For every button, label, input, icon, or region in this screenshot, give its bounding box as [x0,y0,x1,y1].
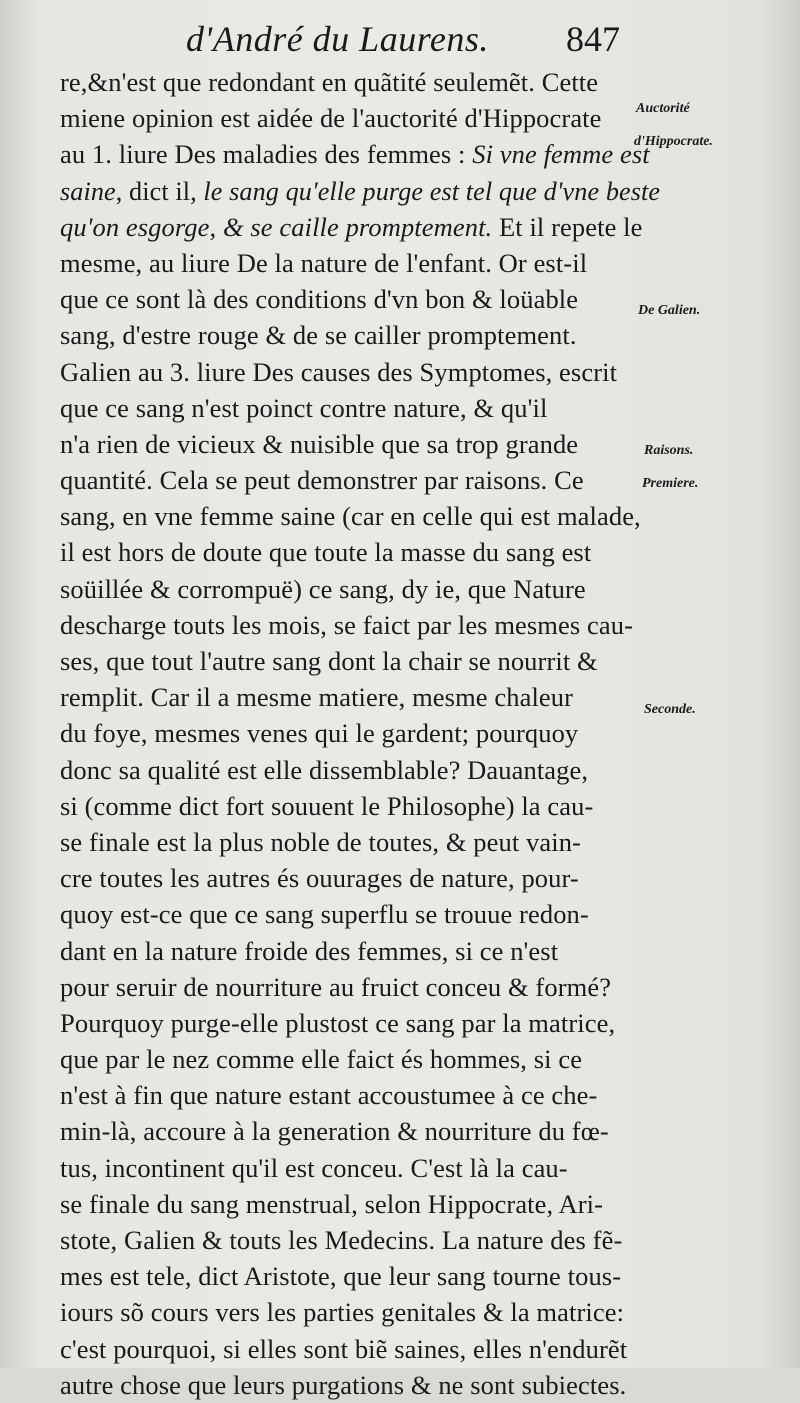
text-line [60,1005,660,1041]
text-line [60,426,660,462]
text-run: sang, d'estre rouge & de se cailler promptement. [60,320,577,351]
text-run: se finale est la plus noble de toutes, & peut vain- [60,826,581,857]
text-run: que ce sont là des conditions d'vn bon & loüable [60,284,579,315]
text-run: sang, en vne femme saine (car en celle qui est malade, [60,501,641,532]
text-line [60,1222,660,1258]
text-run: dant en la nature froide des femmes, si ce n'est [60,935,559,966]
margin-note-galien: De Galien. [638,303,701,318]
text-line [60,317,660,353]
text-line [60,969,660,1005]
text-line [60,462,660,498]
text-run: mes est tele, dict Aristote, que leur sang tourne tous- [60,1261,622,1292]
text-run: quantité. Cela se peut demonstrer par raisons. Ce [60,465,584,496]
page-header [0,18,800,68]
text-run: pour seruir de nourriture au fruict conceu & formé? [60,971,612,1002]
text-run: donc sa qualité est elle dissemblable? Dauantage, [60,754,589,785]
text-line [60,498,660,534]
text-run: il est hors de doute que toute la masse du sang est [60,537,592,568]
text-line [60,209,660,245]
text-line [60,1150,660,1186]
text-line [60,1294,660,1330]
italic-quote: saine [60,175,116,206]
text-line [60,173,661,209]
margin-note-auctorite: Auctorité [636,101,690,116]
text-line [60,390,660,426]
margin-note-premiere: Premiere. [642,476,699,491]
text-run: min-là, accoure à la generation & nourriture du fœ- [60,1116,609,1147]
text-run: Pourquoy purge-elle plustost ce sang par la matrice, [60,1007,616,1038]
text-line [60,1041,660,1077]
text-line [60,824,660,860]
text-line [60,136,660,172]
text-run: descharge touts les mois, se faict par les mesmes cau- [60,609,634,640]
text-line [60,354,660,390]
text-run: se finale du sang menstrual, selon Hippocrate, Ari- [60,1188,604,1219]
text-run: n'a rien de vicieux & nuisible que sa trop grande [60,428,579,459]
text-line [60,1331,660,1367]
text-run: Galien au 3. liure Des causes des Symptomes, escrit [60,356,618,387]
text-line [60,933,660,969]
text-line [60,1367,660,1403]
text-line [60,534,660,570]
text-run: tus, incontinent qu'il est conceu. C'est là la cau- [60,1152,568,1183]
text-line [60,896,660,932]
page-number: 847 [566,19,620,59]
italic-quote: qu'on esgorge, & se caille promptement. [60,211,493,242]
text-run: n'est à fin que nature estant accoustumee à ce che- [60,1080,598,1111]
italic-quote: le sang qu'elle purge est tel que d'vne beste [203,175,661,206]
text-run: ses, que tout l'autre sang dont la chair se nourrit & [60,646,598,676]
text-run: re,&n'est que redondant en quãtité seulemẽt. Cette [60,67,599,97]
text-run: stote, Galien & touts les Medecins. La nature des fẽ- [60,1225,623,1255]
text-run: miene opinion est aidée de l'auctorité d'Hippocrate [60,103,602,134]
text-run: soüillée & corrompuë) ce sang, dy ie, que Nature [60,573,586,604]
text-line [60,1186,660,1222]
text-line [60,64,660,100]
text-line [60,245,660,281]
text-line [60,1258,660,1294]
text-run: si (comme dict fort souuent le Philosophe) la cau- [60,790,594,821]
text-run: mesme, au liure De la nature de l'enfant. Or est-il [60,247,588,278]
italic-quote: Si vne femme est [472,139,650,170]
text-line [60,571,660,607]
text-run: c'est pourquoi, si elles sont biẽ saines, elles n'endurẽt [60,1333,628,1364]
text-run: iours sõ cours vers les parties genitales & la matrice: [60,1297,625,1328]
text-run: du foye, mesmes venes qui le gardent; pourquoy [60,718,579,749]
text-line [60,607,660,643]
margin-note-hippocrate: d'Hippocrate. [634,134,713,149]
text-run: cre toutes les autres és ouurages de nature, pour- [60,863,579,894]
text-line [60,643,660,679]
text-run: quoy est-ce que ce sang superflu se trouue redon- [60,899,589,930]
text-line [60,1077,660,1113]
text-line [60,752,660,788]
text-line [60,679,660,715]
text-run: autre chose que leurs purgations & ne sont subiectes. [60,1369,627,1400]
text-line [60,1113,660,1149]
text-run: que par le nez comme elle faict és hommes, si ce [60,1044,583,1075]
text-run: au 1. liure Des maladies des femmes : [60,139,473,170]
text-run: que ce sang n'est poinct contre nature, & qu'il [60,392,548,423]
text-line [60,788,660,824]
text-run: , dict il, [115,175,204,206]
text-line [60,281,660,317]
text-line [60,860,660,896]
text-run: remplit. Car il a mesme matiere, mesme chaleur [60,682,574,713]
text-line [60,100,660,136]
margin-note-seconde: Seconde. [644,702,696,717]
margin-note-raisons: Raisons. [644,443,694,458]
text-run: Et il repete le [492,211,643,242]
running-title: d'André du Laurens. [186,19,489,59]
text-line [60,715,660,751]
body-text [60,64,660,1403]
